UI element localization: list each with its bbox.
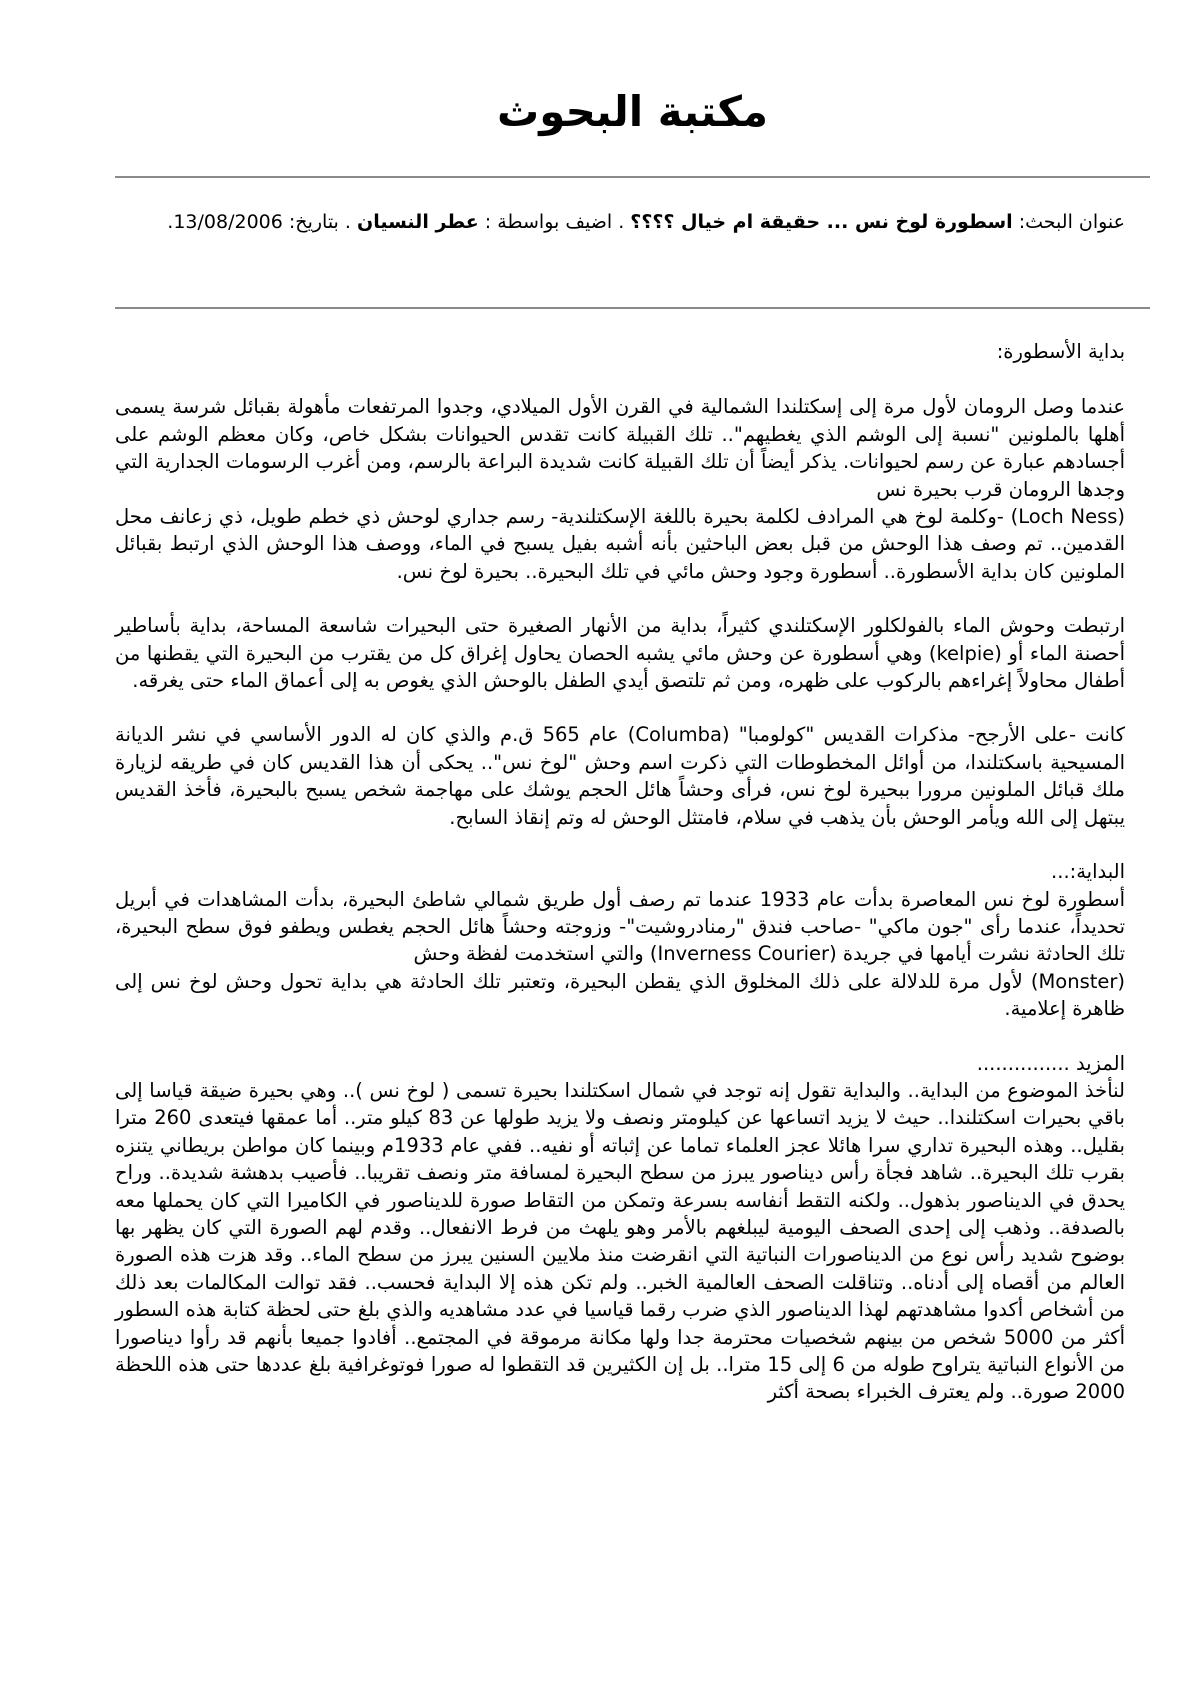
document-page [115,0,1150,1698]
article-meta [125,208,1125,236]
paragraph: لنأخذ الموضوع من البداية.. والبداية تقول إنه توجد في شمال اسكتلندا بحيرة تسمى ( لوخ نس ).. وهي بحيرة ضيقة قياسا إلى باقي بحيرات اسكتلندا.. حيث لا يزيد اتساعها عن كيلومتر ونصف ولا يزيد طولها عن 83 كيلو متر.. أما عمقها فيتعدى 260 مترا بقليل.. وهذه البحيرة تداري سرا هائلا عجز العلماء تماما عن إثباته أو نفيه.. ففي عام 1933م وبينما كان مواطن بريطاني يتنزه بقرب تلك البحيرة.. شاهد فجأة رأس ديناصور يبرز من سطح البحيرة لمسافة متر ونصف تقريبا.. فأصيب بدهشة شديدة.. وراح يحدق في الديناصور بذهول.. ولكنه التقط أنفاسه بسرعة وتمكن من التقاط صورة للديناصور في الكاميرا التي كان يحملها معه بالصدفة.. وذهب إلى إحدى الصحف اليومية ليبلغهم بالأمر وهو يلهث من فرط الانفعال.. وقدم لهم الصورة التي كان يظهر بها بوضوح شديد رأس نوع من الديناصورات النباتية التي انقرضت منذ ملايين السنين يبرز من سطح الماء.. وقد هزت هذه الصورة العالم من أقصاه إلى أدناه.. وتناقلت الصحف العالمية الخبر.. ولم تكن هذه إلا البداية فحسب.. فقد توالت المكالمات بعد ذلك من أشخاص أكدوا مشاهدتهم لهذا الديناصور الذي ضرب رقما قياسيا في عدد مشاهديه والذي بلغ حتى لحظة كتابة هذه السطور أكثر من 5000 شخص من بينهم شخصيات محترمة جدا ولها مكانة مرموقة في المجتمع.. أفادوا جميعا بأنهم قد رأوا ديناصورا من الأنواع النباتية يتراوح طوله من 6 إلى 15 مترا.. بل إن الكثيرين قد التقطوا له صورا فوتوغرافية بلغ عددها حتى هذه اللحظة 2000 صورة.. ولم يعترف الخبراء بصحة أكثر [115,1078,1126,1404]
paragraph: كانت -على الأرجح- مذكرات القديس "كولومبا" (Columba) عام 565 ق.م والذي كان له الدور الأساسي في نشر الديانة المسيحية باسكتلندا، من أوائل المخطوطات التي ذكرت اسم وحش "لوخ نس".. يحكى أن هذا القديس كان في طريقه لزيارة ملك قبائل الملونين مرورا ببحيرة لوخ نس، فرأى وحشاً هائل الحجم يوشك على مهاجمة شخص يسبح بالبحيرة، فأخذ القديس يبتهل إلى الله ويأمر الوحش بأن يذهب في سلام، فامتثل الوحش له وتم إنقاذ السابح. [115,723,1125,829]
paragraph: (Loch Ness) -وكلمة لوخ هي المرادف لكلمة بحيرة باللغة الإسكتلندية- رسم جداري لوحش ذي خطم طويل، ذي زعانف محل القدمين.. تم وصف هذا الوحش من قبل بعض الباحثين بأنه أشبه بفيل يسبح في الماء، ووصف هذا الوحش الذي ارتبط بقبائل الملونين كان بداية الأسطورة.. أسطورة وجود وحش مائي في تلك البحيرة.. بحيرة لوخ نس. [115,505,1125,583]
article-date: 13/08/2006. [167,211,283,233]
paragraph: عندما وصل الرومان لأول مرة إلى إسكتلندا الشمالية في القرن الأول الميلادي، وجدوا المرتفعات مأهولة بقبائل شرسة يسمى أهلها بالملونين "نسبة إلى الوشم الذي يغطيهم".. تلك القبيلة كانت تقدس الحيوانات بشكل خاص، وكان معظم الوشم على أجسادهم عبارة عن رسم لحيوانات. يذكر أيضاً أن تلك القبيلة كانت شديدة البراعة بالرسم، ومن أغرب الرسومات الجدارية التي وجدها الرومان قرب بحيرة نس [115,395,1125,501]
added-by-label: . اضيف بواسطة : [484,211,625,233]
article-title: اسطورة لوخ نس ... حقيقة ام خيال ؟؟؟؟ [630,211,1013,233]
site-title: مكتبة البحوث [497,87,768,136]
title-label: عنوان البحث: [1018,211,1125,233]
article-body [115,338,1125,1406]
beginning-heading: البداية:... [1051,860,1125,884]
date-label: . بتاريخ: [288,211,351,233]
top-divider [115,176,1150,178]
paragraph: (Monster) لأول مرة للدلالة على ذلك المخلوق الذي يقطن البحيرة، وتعتبر تلك الحادثة هي بداية تحول وحش لوخ نس إلى ظاهرة إعلامية. [115,969,1125,1021]
paragraph: ارتبطت وحوش الماء بالفولكلور الإسكتلندي كثيراً، بداية من الأنهار الصغيرة حتى البحيرات شاسعة المساحة، بداية بأساطير أحصنة الماء أو (kelpie) وهي أسطورة عن وحش مائي يشبه الحصان يحاول إغراق كل من يقترب من البحيرة التي يقطنها من أطفال محاولاً إغراءهم بالركوب على ظهره، ومن ثم تلتصق أيدي الطفل بالوحش الذي يغوص به إلى أعماق الماء حتى يغرقه. [115,614,1125,693]
more-heading: المزيد ............... [976,1051,1125,1075]
paragraph: أسطورة لوخ نس المعاصرة بدأت عام 1933 عندما تم رصف أول طريق شمالي شاطئ البحيرة، بدأت المشاهدات في أبريل تحديداً، عندما رأى "جون ماكي" -صاحب فندق "رمنادروشيت"- وزوجته وحشاً هائل الحجم يغطس ويطفو فوق سطح البحيرة، تلك الحادثة نشرت أيامها في جريدة (Inverness Courier) والتي استخدمت لفظة وحش [115,887,1125,966]
author-name: عطر النسيان [356,211,479,233]
intro-heading: بداية الأسطورة: [996,340,1125,363]
meta-divider [115,307,1150,309]
